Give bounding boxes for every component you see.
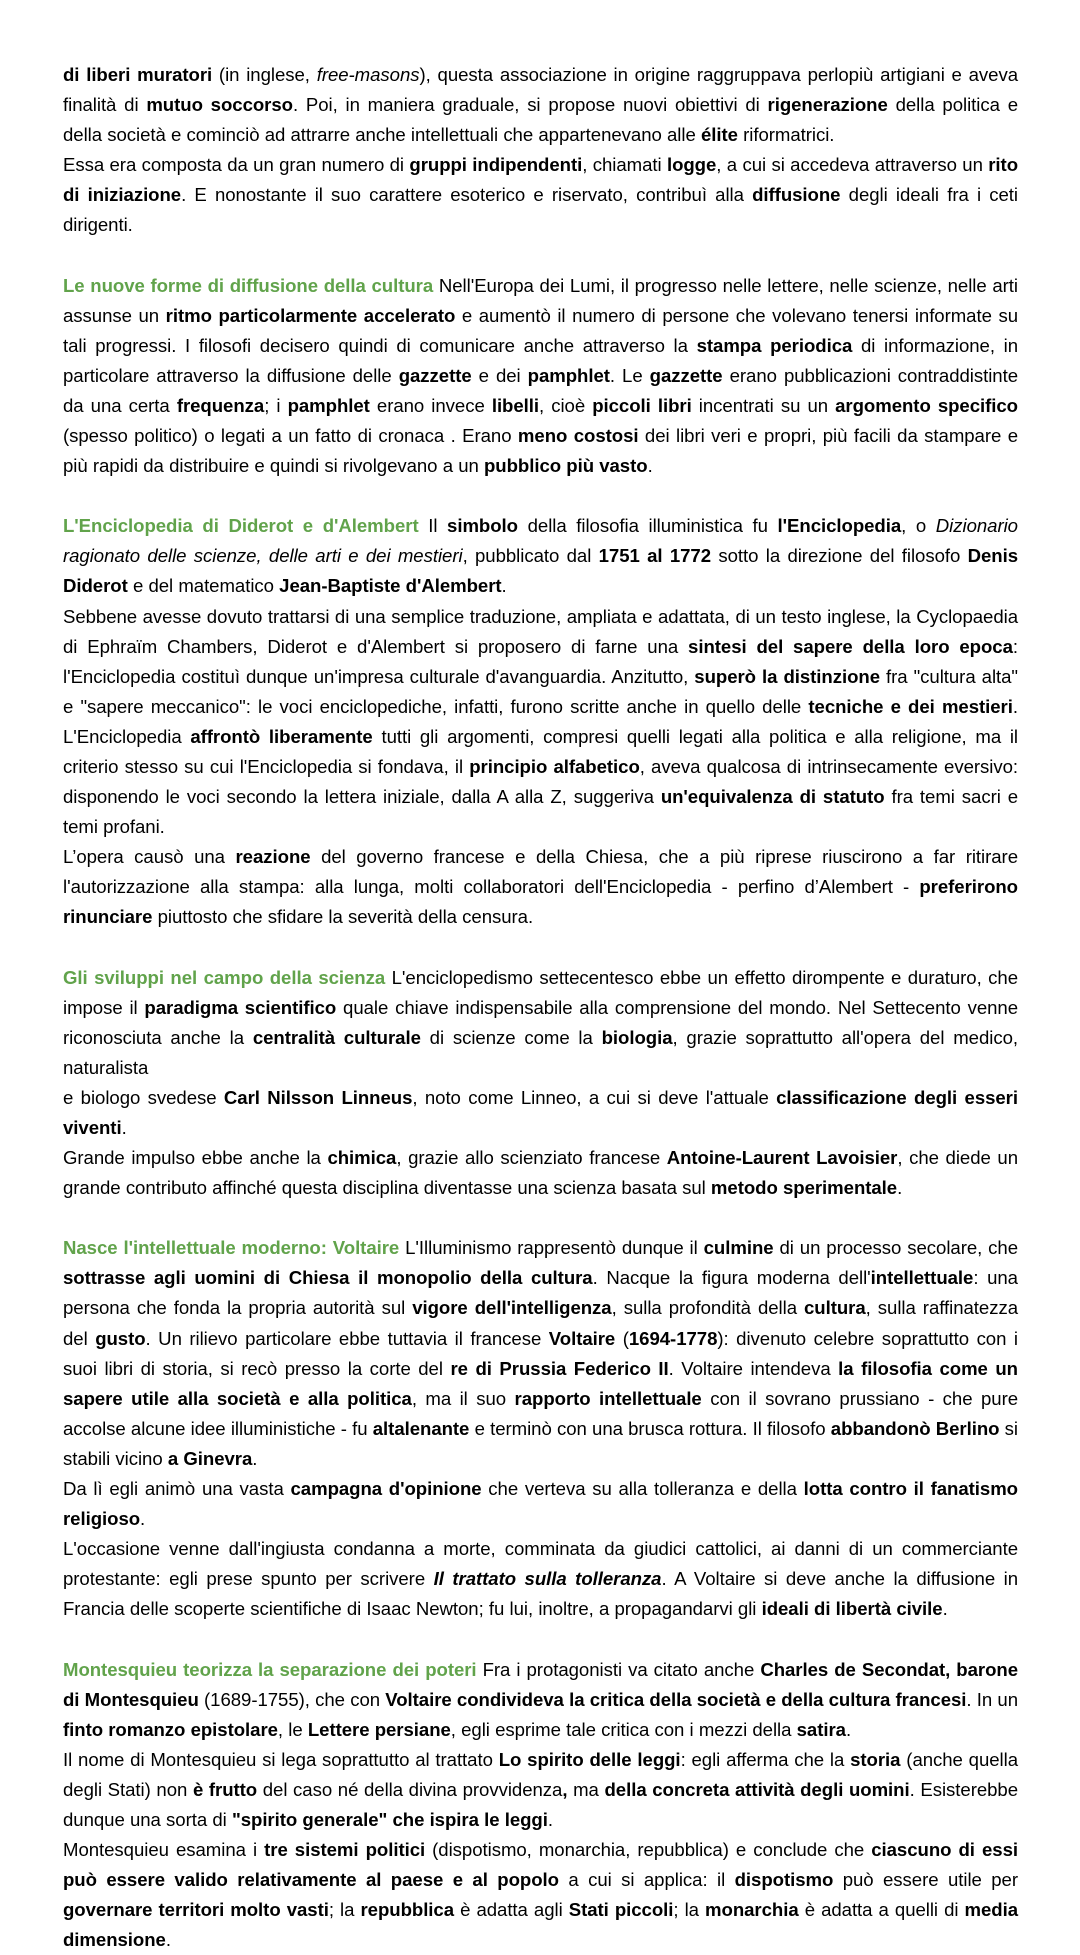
emphasis-bold: satira: [797, 1719, 846, 1740]
body-text: .: [122, 1117, 127, 1138]
emphasis-bold: simbolo: [447, 515, 518, 536]
body-text: , noto come Linneo, a cui si deve l'attuale: [412, 1087, 776, 1108]
emphasis-bold: della concreta attività degli uomini: [604, 1779, 909, 1800]
emphasis-bold: chimica: [327, 1147, 396, 1168]
body-text: degli ideali fra i ceti dirigenti.: [63, 184, 1018, 235]
body-text: , ma il suo: [412, 1388, 515, 1409]
body-text: può essere utile per: [833, 1869, 1018, 1890]
emphasis-bold: abbandonò Berlino: [831, 1418, 1000, 1439]
body-text: (anche quella degli Stati) non: [63, 1749, 1018, 1800]
emphasis-bold: campagna d'opinione: [291, 1478, 482, 1499]
text-block: [63, 150, 1018, 240]
body-text: e biologo svedese: [63, 1087, 224, 1108]
emphasis-bold: rigenerazione: [768, 94, 888, 115]
body-text: tutti gli argomenti, compresi quelli legati alla politica e alla religione, ma il criterio stesso su cui l'Enciclopedia si fondava, il: [63, 726, 1018, 777]
body-text: incentrati su un: [692, 395, 835, 416]
body-text: ): divenuto celebre soprattutto con i suoi libri di storia, si recò presso la corte del: [63, 1328, 1018, 1379]
emphasis-bold: Jean-Baptiste d'Alembert: [279, 575, 501, 596]
emphasis-bold: monarchia: [705, 1899, 799, 1920]
emphasis-bold: un'equivalenza di statuto: [661, 786, 885, 807]
body-text: di un processo secolare, che: [774, 1237, 1018, 1258]
body-text: dei libri veri e propri, più facili da stampare e più rapidi da distribuire e quindi si rivolgevano a un: [63, 425, 1018, 476]
emphasis-bold: argomento specifico: [835, 395, 1018, 416]
emphasis-bold: libelli: [492, 395, 539, 416]
emphasis-bold-italic: Il trattato sulla tolleranza: [434, 1568, 662, 1589]
body-text: (in inglese,: [212, 64, 317, 85]
body-text: e del matematico: [128, 575, 279, 596]
body-text: erano pubblicazioni contraddistinte da una certa: [63, 365, 1018, 416]
emphasis-bold: logge: [667, 154, 716, 175]
emphasis-bold: 1751 al 1772: [599, 545, 711, 566]
body-text: : una persona che fonda la propria autorità sul: [63, 1267, 1018, 1318]
body-text: L'Illuminismo rappresentò dunque il: [399, 1237, 703, 1258]
paragraph-voltaire: [63, 1233, 1018, 1624]
text-block: [63, 60, 1018, 150]
emphasis-bold: Voltaire condivideva la critica della società e della cultura francesi: [385, 1689, 966, 1710]
body-text: , cioè: [539, 395, 592, 416]
emphasis-bold: paradigma scientifico: [144, 997, 336, 1018]
body-text: (: [615, 1328, 629, 1349]
body-text: .: [166, 1929, 171, 1950]
section-heading: Gli sviluppi nel campo della scienza: [63, 967, 385, 988]
emphasis-bold: gazzette: [650, 365, 723, 386]
body-text: di scienze come la: [421, 1027, 602, 1048]
body-text: , grazie allo scienziato francese: [396, 1147, 666, 1168]
emphasis-bold: classificazione degli esseri viventi: [63, 1087, 1018, 1138]
body-text: fra "cultura alta" e "sapere meccanico": le voci enciclopediche, infatti, furono scritte anche in quello delle: [63, 666, 1018, 717]
emphasis-bold: media dimensione: [63, 1899, 1018, 1950]
body-text: Grande impulso ebbe anche la: [63, 1147, 327, 1168]
emphasis-bold: stampa periodica: [697, 335, 853, 356]
emphasis-bold: 1694-1778: [629, 1328, 717, 1349]
emphasis-bold: ritmo particolarmente accelerato: [166, 305, 456, 326]
body-text: L'enciclopedismo settecentesco ebbe un effetto dirompente e duraturo, che impose il: [63, 967, 1018, 1018]
body-text: L’opera causò una: [63, 846, 236, 867]
emphasis-italic: free-masons: [317, 64, 420, 85]
body-text: . Poi, in maniera graduale, si propose nuovi obiettivi di: [293, 94, 768, 115]
emphasis-bold: Lo spirito delle leggi: [499, 1749, 681, 1770]
emphasis-bold: la filosofia come un sapere utile alla società e alla politica: [63, 1358, 1018, 1409]
body-text: ; i: [264, 395, 287, 416]
emphasis-bold: finto romanzo epistolare: [63, 1719, 278, 1740]
body-text: : l'Enciclopedia costituì dunque un'impresa culturale d'avanguardia. Anzitutto,: [63, 636, 1018, 687]
emphasis-bold: lotta contro il fanatismo religioso: [63, 1478, 1018, 1529]
body-text: fra temi sacri e temi profani.: [63, 786, 1018, 837]
emphasis-bold: meno costosi: [518, 425, 639, 446]
text-block: [63, 1083, 1018, 1143]
emphasis-bold: mutuo soccorso: [146, 94, 293, 115]
text-block: [63, 842, 1018, 932]
emphasis-bold: vigore dell'intelligenza: [412, 1297, 611, 1318]
text-block: [63, 1474, 1018, 1534]
emphasis-bold: Antoine-Laurent Lavoisier: [667, 1147, 898, 1168]
paragraph-diffusione-cultura: [63, 271, 1018, 482]
body-text: . E nonostante il suo carattere esoterico e riservato, contribuì alla: [181, 184, 752, 205]
body-text: Da lì egli animò una vasta: [63, 1478, 291, 1499]
body-text: è adatta a quelli di: [799, 1899, 965, 1920]
body-text: erano invece: [370, 395, 492, 416]
body-text: .: [252, 1448, 257, 1469]
emphasis-bold: piccoli libri: [592, 395, 691, 416]
section-heading: L'Enciclopedia di Diderot e d'Alembert: [63, 515, 419, 536]
emphasis-bold: "spirito generale" che ispira le leggi: [232, 1809, 548, 1830]
body-text: , egli esprime tale critica con i mezzi della: [451, 1719, 797, 1740]
body-text: . Un rilievo particolare ebbe tuttavia il francese: [146, 1328, 549, 1349]
emphasis-bold: centralità culturale: [253, 1027, 421, 1048]
text-block: [63, 1143, 1018, 1203]
body-text: ), questa associazione in origine raggruppava perlopiù artigiani e aveva finalità di: [63, 64, 1018, 115]
text-block: [63, 511, 1018, 601]
emphasis-bold: Charles de Secondat, barone di Montesquieu: [63, 1659, 1018, 1710]
emphasis-bold: pamphlet: [288, 395, 370, 416]
emphasis-bold: ideali di libertà civile: [762, 1598, 943, 1619]
body-text: della filosofia illuministica fu: [518, 515, 778, 536]
body-text: del governo francese e della Chiesa, che a più riprese riuscirono a far ritirare l'autorizzazione alla stampa: alla lunga, molti collaboratori dell'Enciclopedia - perfino d’Alembert -: [63, 846, 1018, 897]
body-text: e aumentò il numero di persone che volevano tenersi informate su tali progressi. I filosofi decisero quindi di comunicare anche attraverso la: [63, 305, 1018, 356]
body-text: (1689-1755), che con: [199, 1689, 385, 1710]
paragraph-montesquieu: [63, 1655, 1018, 1955]
body-text: ; la: [673, 1899, 705, 1920]
section-heading: Nasce l'intellettuale moderno: Voltaire: [63, 1237, 399, 1258]
emphasis-bold: gazzette: [399, 365, 472, 386]
emphasis-bold: repubblica: [360, 1899, 454, 1920]
body-text: , grazie soprattutto all'opera del medico, naturalista: [63, 1027, 1018, 1078]
body-text: . L'Enciclopedia: [63, 696, 1018, 747]
emphasis-bold: governare territori molto vasti: [63, 1899, 329, 1920]
emphasis-bold: Denis Diderot: [63, 545, 1018, 596]
emphasis-bold: frequenza: [177, 395, 264, 416]
body-text: , chiamati: [582, 154, 667, 175]
emphasis-bold: dispotismo: [735, 1869, 834, 1890]
body-text: . Voltaire intendeva: [669, 1358, 839, 1379]
emphasis-bold: principio alfabetico: [469, 756, 640, 777]
body-text: .: [548, 1809, 553, 1830]
text-block: [63, 1534, 1018, 1624]
document-body: [63, 60, 1018, 1955]
emphasis-bold: affrontò liberamente: [190, 726, 372, 747]
emphasis-bold: storia: [850, 1749, 900, 1770]
emphasis-bold: rapporto intellettuale: [515, 1388, 702, 1409]
body-text: , sulla raffinatezza del: [63, 1297, 1018, 1348]
body-text: .: [846, 1719, 851, 1740]
body-text: Il: [419, 515, 447, 536]
body-text: a cui si applica: il: [559, 1869, 735, 1890]
emphasis-bold: Voltaire: [549, 1328, 615, 1349]
emphasis-bold: gruppi indipendenti: [409, 154, 582, 175]
body-text: ; la: [329, 1899, 361, 1920]
body-text: , pubblicato dal: [463, 545, 599, 566]
body-text: (spesso politico) o legati a un fatto di cronaca . Erano: [63, 425, 518, 446]
text-block: [63, 963, 1018, 1083]
body-text: (dispotismo, monarchia, repubblica) e conclude che: [425, 1839, 871, 1860]
text-block: [63, 1233, 1018, 1474]
emphasis-bold: re di Prussia Federico II: [450, 1358, 668, 1379]
emphasis-bold: tre sistemi politici: [264, 1839, 425, 1860]
body-text: , aveva qualcosa di intrinsecamente eversivo: disponendo le voci secondo la lettera iniziale, dalla A alla Z, suggeriva: [63, 756, 1018, 807]
body-text: Montesquieu esamina i: [63, 1839, 264, 1860]
body-text: riformatrici.: [738, 124, 835, 145]
emphasis-bold: tecniche e dei mestieri: [808, 696, 1012, 717]
section-heading: Montesquieu teorizza la separazione dei poteri: [63, 1659, 477, 1680]
body-text: e dei: [472, 365, 528, 386]
body-text: Essa era composta da un gran numero di: [63, 154, 409, 175]
body-text: . Esisterebbe dunque una sorta di: [63, 1779, 1018, 1830]
body-text: che verteva su alla tolleranza e della: [482, 1478, 804, 1499]
body-text: .: [648, 455, 653, 476]
body-text: , o: [901, 515, 936, 536]
section-heading: Le nuove forme di diffusione della cultura: [63, 275, 433, 296]
body-text: e terminò con una brusca rottura. Il filosofo: [469, 1418, 830, 1439]
emphasis-bold: altalenante: [373, 1418, 470, 1439]
emphasis-bold: preferirono rinunciare: [63, 876, 1018, 927]
emphasis-bold: è frutto: [193, 1779, 257, 1800]
emphasis-bold: rito di iniziazione: [63, 154, 1018, 205]
body-text: , che diede un grande contributo affinché questa disciplina diventasse una scienza basata sul: [63, 1147, 1018, 1198]
body-text: Fra i protagonisti va citato anche: [477, 1659, 761, 1680]
emphasis-bold: superò la distinzione: [694, 666, 880, 687]
emphasis-bold: ,: [562, 1779, 567, 1800]
body-text: . A Voltaire si deve anche la diffusione in Francia delle scoperte scientifiche di Isaac Newton; fu lui, inoltre, a propagandarvi gli: [63, 1568, 1018, 1619]
text-block: [63, 271, 1018, 482]
paragraph-scienza: [63, 963, 1018, 1204]
emphasis-bold: cultura: [804, 1297, 866, 1318]
body-text: quale chiave indispensabile alla comprensione del mondo. Nel Settecento venne riconosciuta anche la: [63, 997, 1018, 1048]
body-text: sotto la direzione del filosofo: [711, 545, 968, 566]
body-text: ma: [567, 1779, 604, 1800]
emphasis-bold: reazione: [236, 846, 311, 867]
emphasis-bold: biologia: [602, 1027, 673, 1048]
body-text: piuttosto che sfidare la severità della censura.: [152, 906, 533, 927]
emphasis-bold: culmine: [704, 1237, 774, 1258]
body-text: L'occasione venne dall'ingiusta condanna a morte, comminata da giudici cattolici, ai danni di un commerciante protestante: egli prese spunto per scrivere: [63, 1538, 1018, 1589]
body-text: . Nacque la figura moderna dell': [593, 1267, 871, 1288]
emphasis-bold: Stati piccoli: [569, 1899, 674, 1920]
emphasis-bold: élite: [701, 124, 738, 145]
emphasis-bold: metodo sperimentale: [711, 1177, 897, 1198]
emphasis-bold: sottrasse agli uomini di Chiesa il monopolio della cultura: [63, 1267, 593, 1288]
body-text: con il sovrano prussiano - che pure accolse alcune idee illuministiche - fu: [63, 1388, 1018, 1439]
body-text: Il nome di Montesquieu si lega soprattutto al trattato: [63, 1749, 499, 1770]
body-text: Sebbene avesse dovuto trattarsi di una semplice traduzione, ampliata e adattata, di un testo inglese, la Cyclopaedia di Ephraïm Chambers, Diderot e d'Alembert si proposero di farne una: [63, 606, 1018, 657]
body-text: , sulla profondità della: [612, 1297, 804, 1318]
body-text: di informazione, in particolare attraverso la diffusione delle: [63, 335, 1018, 386]
body-text: del caso né della divina provvidenza: [257, 1779, 562, 1800]
body-text: .: [897, 1177, 902, 1198]
body-text: si stabili vicino: [63, 1418, 1018, 1469]
text-block: [63, 602, 1018, 843]
emphasis-bold: di liberi muratori: [63, 64, 212, 85]
emphasis-bold: a Ginevra: [168, 1448, 252, 1469]
emphasis-bold: gusto: [95, 1328, 145, 1349]
emphasis-bold: intellettuale: [871, 1267, 974, 1288]
emphasis-bold: pubblico più vasto: [484, 455, 648, 476]
emphasis-bold: Carl Nilsson Linneus: [224, 1087, 412, 1108]
emphasis-italic: Dizionario ragionato delle scienze, delle arti e dei mestieri: [63, 515, 1018, 566]
emphasis-bold: pamphlet: [528, 365, 610, 386]
text-block: [63, 1655, 1018, 1745]
body-text: Nell'Europa dei Lumi, il progresso nelle lettere, nelle scienze, nelle arti assunse un: [63, 275, 1018, 326]
body-text: : egli afferma che la: [681, 1749, 851, 1770]
body-text: . Le: [610, 365, 650, 386]
text-block: [63, 1835, 1018, 1955]
body-text: .: [140, 1508, 145, 1529]
body-text: .: [502, 575, 507, 596]
emphasis-bold: diffusione: [752, 184, 840, 205]
paragraph-enciclopedia: [63, 511, 1018, 932]
text-block: [63, 1745, 1018, 1835]
emphasis-bold: ciascuno di essi può essere valido relativamente al paese e al popolo: [63, 1839, 1018, 1890]
emphasis-bold: Lettere persiane: [308, 1719, 451, 1740]
emphasis-bold: sintesi del sapere della loro epoca: [688, 636, 1013, 657]
body-text: è adatta agli: [454, 1899, 569, 1920]
body-text: .: [943, 1598, 948, 1619]
body-text: , le: [278, 1719, 308, 1740]
paragraph-massoneria: [63, 60, 1018, 241]
emphasis-bold: l'Enciclopedia: [778, 515, 902, 536]
body-text: della politica e della società e cominciò ad attrarre anche intellettuali che appartenevano alle: [63, 94, 1018, 145]
body-text: , a cui si accedeva attraverso un: [716, 154, 988, 175]
body-text: . In un: [966, 1689, 1018, 1710]
